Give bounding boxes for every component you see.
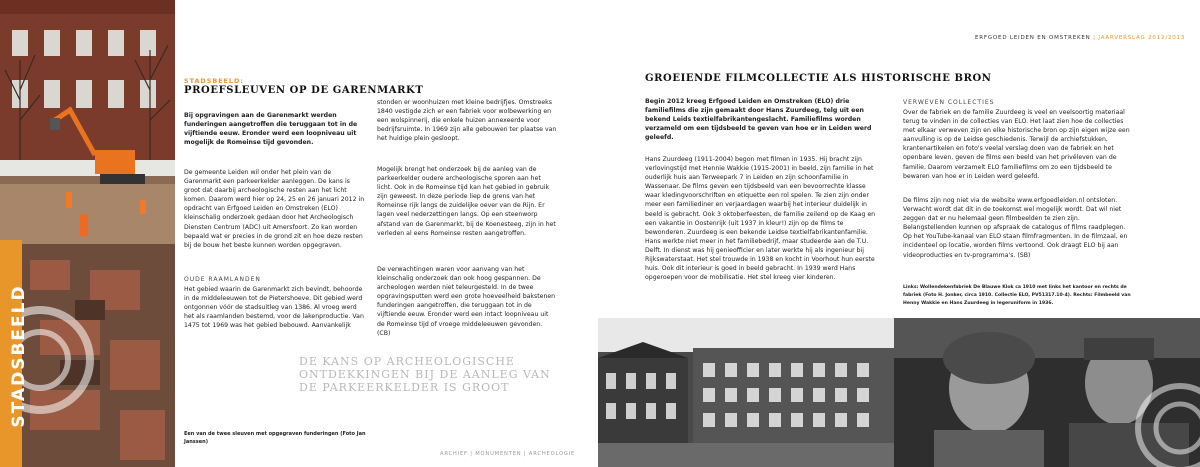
article-paragraph: Hans Zuurdeeg (1911-2004) begon met filmen in 1935. Hij bracht zijn verlovingstijd met Hennie Wakkie (1915-2001) in beeld, zijn familie in het ouderlijk huis aan Terweepark 7 in Leiden en zijn schoonfamilie in Wassenaar. De films geven een tijdsbeeld van een bevoorrechte klasse waar kledingvoorschriften en etiquette een rol spelen. Te zien zijn onder meer een familiediner en verjaardagen waarbij het interieur duidelijk in beeld is gebracht. Ook 3 oktoberfeesten, de familie zeilend op de Kaag en een vakantie in Oostenrijk (uit 1937 in kleur!) zijn op de films te bewonderen. Zuurdeeg is een bekende Leidse textielfabrikantenfamilie. Hans werkte niet meer in het familiebedrijf, maar studeerde aan de T.U. Delft. In dienst was hij genieofficier en later werkte hij als ingenieur bij Rijkswaterstaat. Het stel trouwde in 1938 en kocht in Voorhout hun eerste huis. Ook dit interieur is goed in beeld gebracht. In 1939 werd Hans opgeroepen voor de mobilisatie. Het stel kreeg vier kinderen. <box>645 156 876 282</box>
article-paragraph: De verwachtingen waren voor aanvang van het kleinschalig onderzoek dan ook hoog gespannen. De archeologen werden niet teleurgesteld. In de twee opgravingsputten werd een grote hoeveelheid bakstenen funderingen aangetroffen, die teruggaan tot in de vijftiende eeuw. Eronder werd een intact loopniveau uit de Romeinse tijd of vroege middeleeuwen gevonden. (CB) <box>377 266 556 337</box>
running-head-accent: JAARVERSLAG 2012/2013 <box>1098 35 1186 41</box>
article-paragraph: De films zijn nog niet via de website www.erfgoedleiden.nl ontsloten. Verwacht wordt dat dit in de toekomst wel mogelijk wordt. Dat wil niet zeggen dat er nu helemaal geen filmbeelden te zien zijn. Belangstellenden kunnen op afspraak de catalogus of films raadplegen. Op het YouTube-kanaal van ELO staan filmfragmenten. In de filmzaal, en incidenteel op locatie, worden films vertoond. Ook draagt ELO bij aan videoproducties en tv-programma's. (SB) <box>903 197 1128 259</box>
film-still-photo <box>894 318 1200 467</box>
photo-caption: Een van de twee sleuven met opgegraven funderingen (Foto Jan Janssen) <box>184 431 366 445</box>
section-subheading: VERWEVEN COLLECTIES <box>903 99 995 106</box>
page-footer: ARCHIEF | MONUMENTEN | ARCHEOLOGIE <box>440 451 576 457</box>
article-paragraph: Mogelijk brengt het onderzoek bij de aanleg van de parkeerkelder oudere archeologische sporen aan het licht. Ook in de Romeinse tijd kan het gebied in gebruik zijn geweest. In deze periode liep de grens van het Romeinse rijk langs de zuidelijke oever van de Rijn. Er lagen veel nederzettingen langs. Op een steenworp afstand van de Garenmarkt, bij de Koenesteeg, zijn in het verleden al eens Romeinse resten aangetroffen. <box>377 166 556 237</box>
article-paragraph: Het gebied waarin de Garenmarkt zich bevindt, behoorde in de middeleeuwen tot de Pietershoeve. Dit gebied werd ontgonnen vóór de stadsuitleg van 1386. Al vroeg werd het als raamlanden bestemd, voor de lakenproductie. Van 1475 tot 1969 was het gebied bebouwd. Aanvankelijk <box>184 286 364 330</box>
article-intro: Begin 2012 kreeg Erfgoed Leiden en Omstreken (ELO) drie familiefilms die zijn gemaakt door Hans Zuurdeeg, telg uit een bekend Leids textielfabrikantengeslacht. Familiefilms worden verzameld om een tijdsbeeld te geven van hoe er in Leiden werd geleefd. <box>645 98 872 142</box>
section-subheading: OUDE RAAMLANDEN <box>184 276 261 283</box>
article-title: PROEFSLEUVEN OP DE GARENMARKT <box>184 85 424 96</box>
article-paragraph: Over de fabriek en de familie Zuurdeeg is veel en veelsoortig materiaal terug te vinden in de collecties van ELO. Het laat zien hoe de collecties met elkaar verweven zijn en elke historische bron op zijn eigen wijze een aanvulling is op de Leidse geschiedenis. Terwijl de archiefstukken, krantenartikelen en foto's veelal verslag doen van de fabriek en het openbare leven, geven de films een beeld van het privéleven van de familie. Daarom verzamelt ELO familiefilms om zo een tijdsbeeld te bewaren van hoe er in Leiden werd geleefd. <box>903 109 1130 180</box>
article-kicker: STADSBEELD: <box>184 77 244 85</box>
article-paragraph: De gemeente Leiden wil onder het plein van de Garenmarkt een parkeerkelder aanleggen. De kans is groot dat daarbij archeologische resten aan het licht komen. Daarom werd hier op 24, 25 en 26 januari 2012 in opdracht van Erfgoed Leiden en Omstreken (ELO) kleinschalig onderzoek gedaan door het Archeologisch Diensten Centrum (ADC) uit Amersfoort. Zo kan worden bepaald wat er precies in de grond zit en hoe deze resten bij de bouw het beste kunnen worden opgegraven. <box>184 169 365 249</box>
article-intro: Bij opgravingen aan de Garenmarkt werden funderingen aangetroffen die teruggaan tot in de vijftiende eeuw. Eronder werd een loopniveau uit mogelijk de Romeinse tijd gevonden. <box>184 112 358 147</box>
running-head-main: ERFGOED LEIDEN EN OMSTREKEN <box>975 35 1091 41</box>
running-head: ERFGOED LEIDEN EN OMSTREKEN | JAARVERSLAG 2012/2013 <box>975 35 1186 41</box>
photo-caption: Links: Wollendekenfabriek De Blauwe Klok ca 1910 met links het kantoor en rechts de fabriek (Foto H. Jonker, circa 1910. Collectie ELO, PV51317.10-4). Rechts: Filmbeeld van Henny Wakkie en Hans Zuurdeeg in legeruniform in 1936. <box>903 285 1131 306</box>
factory-photo <box>598 318 894 467</box>
pull-quote: DE KANS OP ARCHEOLOGISCHE ONTDEKKINGEN BIJ DE AANLEG VAN DE PARKEERKELDER IS GROOT <box>299 355 551 394</box>
article-title: GROEIENDE FILMCOLLECTIE ALS HISTORISCHE BRON <box>645 73 992 84</box>
article-paragraph: stonden er woonhuizen met kleine bedrijfjes. Omstreeks 1840 vestigde zich er een fabriek voor wolbewerking en een wolspinnerij, die enkele huizen annexeerde voor bedrijfsruimte. In 1969 zijn alle gebouwen ter plaatse van het huidige plein gesloopt. <box>377 99 557 143</box>
section-side-label: STADSBEELD <box>9 284 29 428</box>
